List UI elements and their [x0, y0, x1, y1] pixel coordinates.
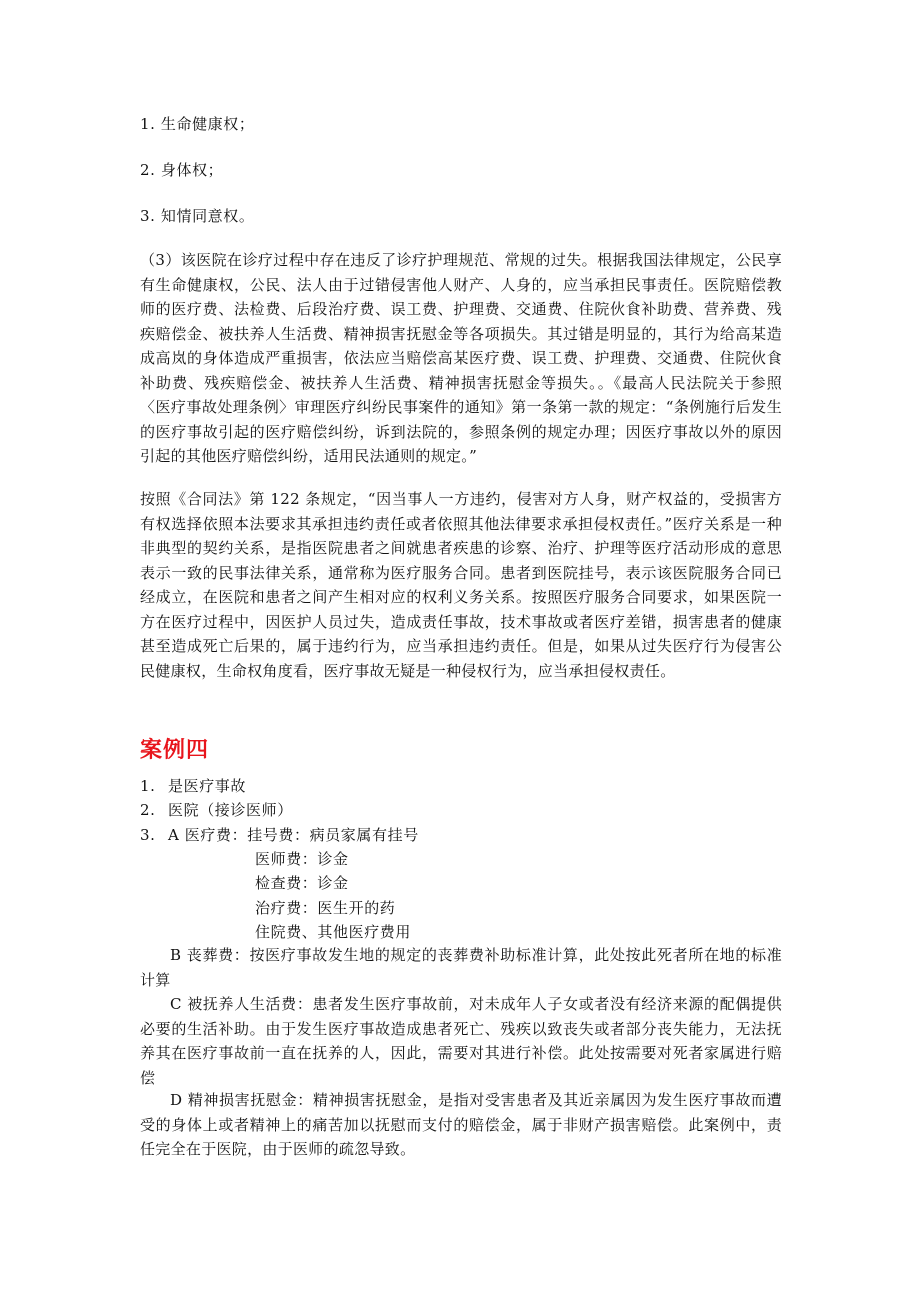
case-item-3	[140, 825, 419, 845]
paragraph-mental-damage-compensation: D 精神损害抚慰金：精神损害抚慰金，是指对受害患者及其近亲属因为发生医疗事故而遭受的身体上或者精神上的痛苦加以抚慰而支付的赔偿金，属于非财产损害赔偿。此案例中，责任完全在于医院，由于医师的疏忽导致。	[140, 1091, 782, 1158]
case-item-text: A 医疗费：挂号费：病员家属有挂号	[168, 826, 419, 844]
fee-item-doctor: 医师费：诊金	[255, 850, 349, 868]
paragraph-dependent-living-fee: C 被抚养人生活费：患者发生医疗事故前，对未成年人子女或者没有经济来源的配偶提供必要的生活补助。由于发生医疗事故造成患者死亡、残疾以致丧失或者部分丧失能力，无法抚养其在医疗事故前一直在抚养的人，因此，需要对其进行补偿。此处按需要对死者家属进行赔偿	[140, 995, 782, 1087]
case-item-text: 是医疗事故	[168, 777, 247, 795]
case-four-heading: 案例四	[140, 737, 210, 763]
fee-item-hospital: 住院费、其他医疗费用	[255, 923, 412, 941]
list-item-right-3: 3. 知情同意权。	[140, 207, 255, 225]
paragraph-contract-law: 按照《合同法》第 122 条规定，“因当事人一方违约，侵害对方人身，财产权益的，受损害方有权选择依照本法要求其承担违约责任或者依照其他法律要求承担侵权责任。”医疗关系是一种非典型的契约关系，是指医院患者之间就患者疾患的诊察、治疗、护理等医疗活动形成的意思表示一致的民事法律关系，通常称为医疗服务合同。患者到医院挂号，表示该医院服务合同已经成立，在医院和患者之间产生相对应的权利义务关系。按照医疗服务合同要求，如果医院一方在医疗过程中，因医护人员过失，造成责任事故，技术事故或者医疗差错，损害患者的健康甚至造成死亡后果的，属于违约行为，应当承担违约责任。但是，如果从过失医疗行为侵害公民健康权，生命权角度看，医疗事故无疑是一种侵权行为，应当承担侵权责任。	[140, 490, 782, 680]
fee-item-treatment: 治疗费：医生开的药	[255, 899, 396, 917]
list-item-right-1: 1. 生命健康权；	[140, 115, 255, 133]
list-item-right-2: 2. 身体权；	[140, 161, 224, 179]
case-item-number: 3.	[140, 826, 156, 844]
case-item-text: 医院（接诊医师）	[168, 801, 293, 819]
case-item-2	[140, 800, 293, 820]
case-item-number: 2.	[140, 801, 156, 819]
paragraph-medical-fault: （3）该医院在诊疗过程中存在违反了诊疗护理规范、常规的过失。根据我国法律规定，公民享有生命健康权，公民、法人由于过错侵害他人财产、人身的，应当承担民事责任。医院赔偿教师的医疗费、法检费、后段治疗费、误工费、护理费、交通费、住院伙食补助费、营养费、残疾赔偿金、被扶养人生活费、精神损害抚慰金等各项损失。其过错是明显的，其行为给高某造成高岚的身体造成严重损害，依法应当赔偿高某医疗费、误工费、护理费、交通费、住院伙食补助费、残疾赔偿金、被扶养人生活费、精神损害抚慰金等损失。。《最高人民法院关于参照〈医疗事故处理条例〉审理医疗纠纷民事案件的通知》第一条第一款的规定：“条例施行后发生的医疗事故引起的医疗赔偿纠纷，诉到法院的，参照条例的规定办理；因医疗事故以外的原因引起的其他医疗赔偿纠纷，适用民法通则的规定。”	[140, 251, 782, 465]
paragraph-funeral-fee: B 丧葬费：按医疗事故发生地的规定的丧葬费补助标准计算，此处按此死者所在地的标准计算	[140, 946, 782, 989]
fee-item-exam: 检查费：诊金	[255, 874, 349, 892]
case-item-1	[140, 776, 246, 796]
case-item-number: 1.	[140, 777, 156, 795]
